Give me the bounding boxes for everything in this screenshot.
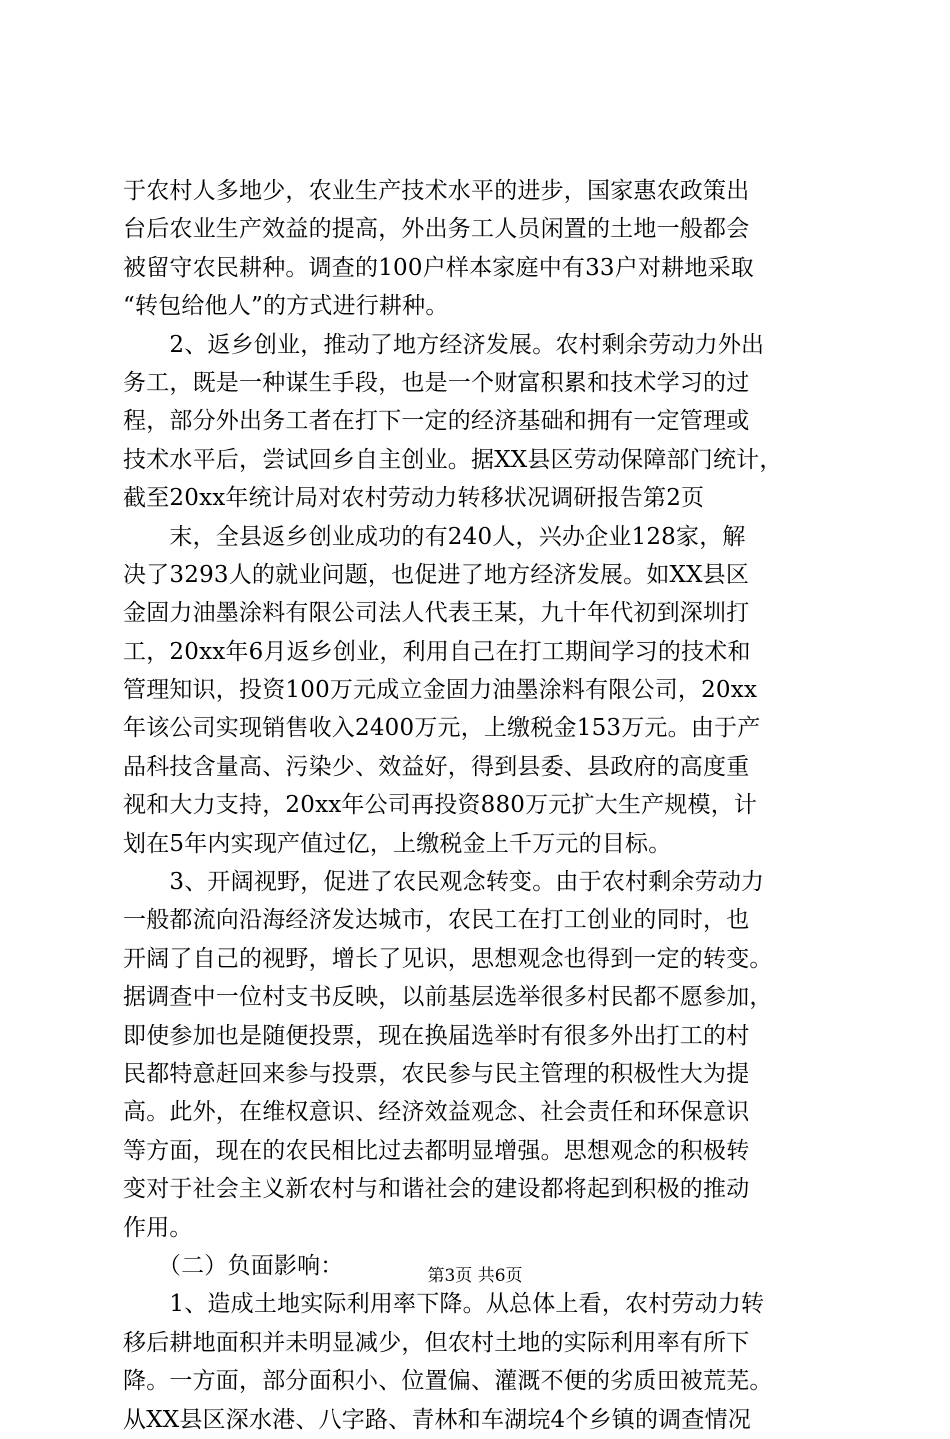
page-footer <box>0 1264 950 1288</box>
section-heading: （二）负面影响： <box>123 1252 344 1279</box>
text-line: 开阔了自己的视野，增长了见识，思想观念也得到一定的转变。 <box>123 945 773 972</box>
text-line: 变对于社会主义新农村与和谐社会的建设都将起到积极的推动 <box>123 1176 750 1203</box>
text-line: 程，部分外出务工者在打下一定的经济基础和拥有一定管理或 <box>123 408 750 435</box>
text-line: 工，20xx年6月返乡创业，利用自己在打工期间学习的技术和 <box>123 638 751 665</box>
text-line: 被留守农民耕种。调查的100户样本家庭中有33户对耕地采取 <box>123 254 754 281</box>
text-line: 品科技含量高、污染少、效益好，得到县委、县政府的高度重 <box>123 753 750 780</box>
text-line: 于农村人多地少，农业生产技术水平的进步，国家惠农政策出 <box>123 178 750 204</box>
text-line: 年该公司实现销售收入2400万元，上缴税金153万元。由于产 <box>123 715 761 742</box>
text-line: 金固力油墨涂料有限公司法人代表王某，九十年代初到深圳打 <box>123 600 750 627</box>
text-line: 民都特意赶回来参与投票，农民参与民主管理的积极性大为提 <box>123 1060 750 1087</box>
text-line: 降。一方面，部分面积小、位置偏、灌溉不便的劣质田被荒芜。 <box>123 1368 773 1395</box>
text-line: 即使参加也是随便投票，现在换届选举时有很多外出打工的村 <box>123 1022 750 1049</box>
text-line: 末，全县返乡创业成功的有240人，兴办企业128家，解 <box>123 523 746 550</box>
text-line: 技术水平后，尝试回乡自主创业。据XX县区劳动保障部门统计， <box>123 446 783 473</box>
document-body <box>123 172 828 1439</box>
text-line: 一般都流向沿海经济发达城市，农民工在打工创业的同时，也 <box>123 907 750 934</box>
text-line: 决了3293人的就业问题，也促进了地方经济发展。如XX县区 <box>123 561 750 588</box>
text-line: 据调查中一位村支书反映，以前基层选举很多村民都不愿参加， <box>123 984 773 1011</box>
text-line: 作用。 <box>123 1214 193 1241</box>
text-line: 划在5年内实现产值过亿，上缴税金上千万元的目标。 <box>123 830 672 857</box>
text-line: 截至20xx年统计局对农村劳动力转移状况调研报告第2页 <box>123 485 705 512</box>
text-line: 2、返乡创业，推动了地方经济发展。农村剩余劳动力外出 <box>123 331 765 358</box>
text-line: 务工，既是一种谋生手段，也是一个财富积累和技术学习的过 <box>123 369 750 396</box>
text-line: 等方面，现在的农民相比过去都明显增强。思想观念的积极转 <box>123 1137 750 1164</box>
text-line: 1、造成土地实际利用率下降。从总体上看，农村劳动力转 <box>123 1291 765 1318</box>
text-line: 管理知识，投资100万元成立金固力油墨涂料有限公司，20xx <box>123 677 758 704</box>
text-line: 3、开阔视野，促进了农民观念转变。由于农村剩余劳动力 <box>123 869 765 896</box>
text-line: 台后农业生产效益的提高，外出务工人员闲置的土地一般都会 <box>123 216 750 243</box>
text-line: 高。此外，在维权意识、经济效益观念、社会责任和环保意识 <box>123 1099 750 1126</box>
text-line: “转包给他人”的方式进行耕种。 <box>123 293 449 320</box>
text-line: 视和大力支持，20xx年公司再投资880万元扩大生产规模，计 <box>123 792 758 819</box>
text-line: 移后耕地面积并未明显减少，但农村土地的实际利用率有所下 <box>123 1329 750 1356</box>
text-line: 从XX县区深水港、八字路、青林和车湖垸4个乡镇的调查情况 <box>123 1406 751 1433</box>
page-number-label: 第3页 共6页 <box>427 1266 523 1286</box>
